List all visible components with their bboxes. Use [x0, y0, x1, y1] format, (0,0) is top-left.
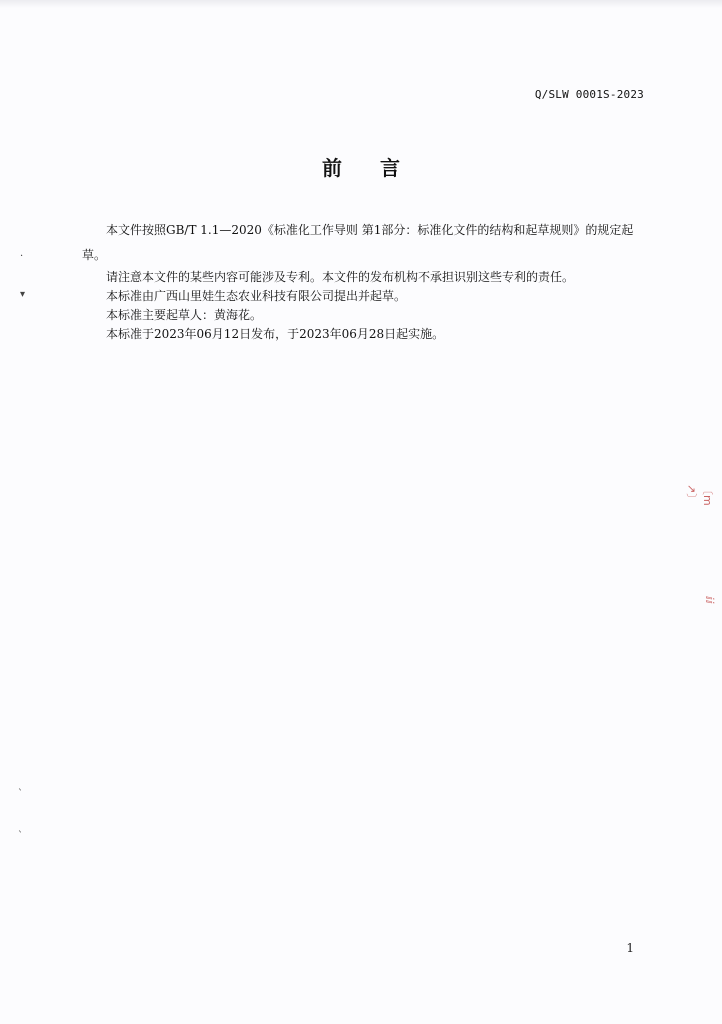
- scan-speck: ▾: [20, 289, 26, 300]
- paragraph-dates: 本标准于2023年06月12日发布，于2023年06月28日起实施。: [106, 327, 445, 341]
- title-char-2: 言: [380, 156, 400, 180]
- page-title: [0, 152, 722, 181]
- document-code: Q/SLW 0001S-2023: [534, 88, 644, 101]
- page-number: 1: [626, 941, 634, 955]
- foreword-body: [82, 218, 648, 344]
- seal-fragment: ⅈⅈ: [703, 596, 716, 604]
- scan-speck: `: [18, 789, 23, 800]
- paragraph-drafting-rule: 本文件按照GB/T 1.1—2020《标准化工作导则 第1部分：标准化文件的结构和起草规则》的规定起草。: [82, 223, 634, 262]
- title-char-1: 前: [322, 156, 342, 180]
- scan-speck: ·: [20, 251, 24, 262]
- scan-edge-shadow: [0, 0, 722, 8]
- paragraph-patent-notice: 请注意本文件的某些内容可能涉及专利。本文件的发布机构不承担识别这些专利的责任。: [106, 270, 575, 284]
- paragraph-proposer: 本标准由广西山里娃生态农业科技有限公司提出并起草。: [106, 289, 407, 303]
- seal-fragment: 〔ⅿ ↗〕: [685, 484, 714, 506]
- scan-speck: `: [18, 831, 23, 842]
- paragraph-drafter: 本标准主要起草人：黄海花。: [106, 308, 263, 322]
